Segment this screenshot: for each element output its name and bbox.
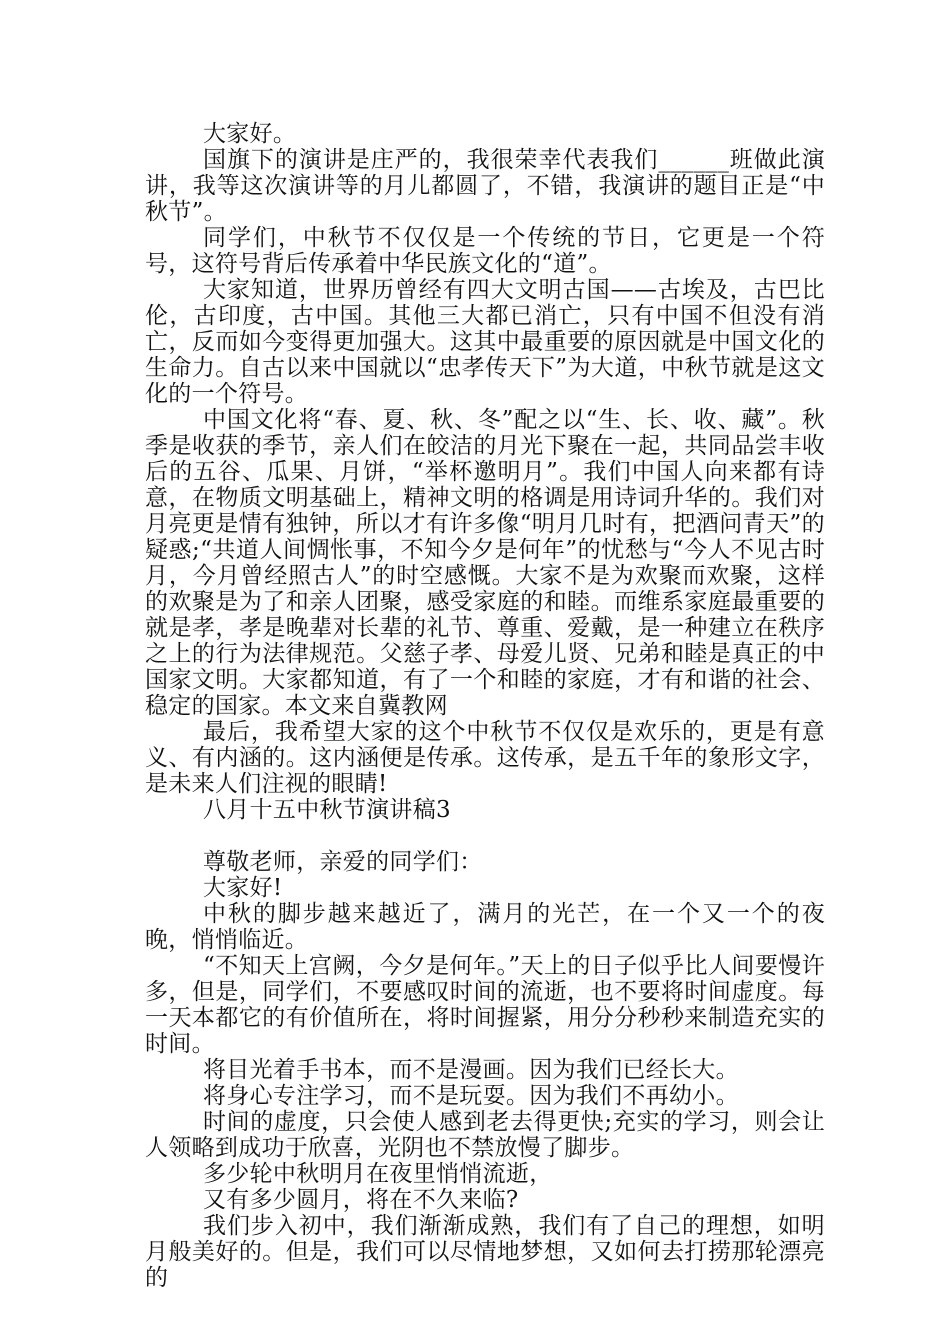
paragraph-closing: 最后，我希望大家的这个中秋节不仅仅是欢乐的，更是有意义、有内涵的。这内涵便是传承。这传承，是五千年的象形文字，是未来人们注视的眼睛! xyxy=(145,719,825,797)
paragraph-time: “不知天上宫阙，今夕是何年。”天上的日子似乎比人间要慢许多，但是，同学们，不要感叹时间的流逝，也不要将时间虚度。每一天本都它的有价值所在，将时间握紧，用分分秒秒来制造充实的时间。 xyxy=(145,953,825,1057)
paragraph-greeting-2: 大家好! xyxy=(203,875,283,901)
paragraph-books: 将目光着手书本，而不是漫画。因为我们已经长大。 xyxy=(203,1057,739,1083)
paragraph-culture: 中国文化将“春、夏、秋、冬”配之以“生、长、收、藏”。秋季是收获的季节，亲人们在皎洁的月光下聚在一起，共同品尝丰收后的五谷、瓜果、月饼，“举杯邀明月”。我们中国人向来都有诗意，在物质文明基础上，精神文明的格调是用诗词升华的。我们对月亮更是情有独钟，所以才有许多像“明月几时有，把酒问青天”的疑惑;“共道人间惆怅事，不知今夕是何年”的忧愁与“今人不见古时月，今月曾经照古人”的时空感慨。大家不是为欢聚而欢聚，这样的欢聚是为了和亲人团聚，感受家庭的和睦。而维系家庭最重要的就是孝，孝是晚辈对长辈的礼节、尊重、爱戴，是一种建立在秩序之上的行为法律规范。父慈子孝、母爱儿贤、兄弟和睦是真正的中国家文明。大家都知道，有了一个和睦的家庭，才有和谐的社会、稳定的国家。本文来自冀教网 xyxy=(145,407,825,719)
paragraph-approach: 中秋的脚步越来越近了，满月的光芒，在一个又一个的夜晚，悄悄临近。 xyxy=(145,901,825,953)
section-title: 八月十五中秋节演讲稿3 xyxy=(203,797,451,823)
paragraph-symbol: 同学们，中秋节不仅仅是一个传统的节日，它更是一个符号，这符号背后传承着中华民族文化的“道”。 xyxy=(145,225,825,277)
paragraph-moon-1: 多少轮中秋明月在夜里悄悄流逝， xyxy=(203,1161,553,1187)
paragraph-intro: 国旗下的演讲是庄严的，我很荣幸代表我们______班做此演讲，我等这次演讲等的月儿都圆了，不错，我演讲的题目正是“中秋节”。 xyxy=(145,147,825,225)
paragraph-study: 将身心专注学习，而不是玩耍。因为我们不再幼小。 xyxy=(203,1083,739,1109)
paragraph-waste: 时间的虚度，只会使人感到老去得更快;充实的学习，则会让人领略到成功于欣喜，光阴也不禁放慢了脚步。 xyxy=(145,1109,825,1161)
paragraph-civilizations: 大家知道，世界历曾经有四大文明古国——古埃及，古巴比伦，古印度，古中国。其他三大都已消亡，只有中国不但没有消亡，反而如今变得更加强大。这其中最重要的原因就是中国文化的生命力。自古以来中国就以“忠孝传天下”为大道，中秋节就是这文化的一个符号。 xyxy=(145,277,825,407)
paragraph-salutation: 尊敬老师，亲爱的同学们： xyxy=(203,849,483,875)
paragraph-moon-2: 又有多少圆月，将在不久来临? xyxy=(203,1187,519,1213)
document-body xyxy=(145,121,825,1291)
paragraph-dream: 我们步入初中，我们渐渐成熟，我们有了自己的理想，如明月般美好的。但是，我们可以尽情地梦想，又如何去打捞那轮漂亮的 xyxy=(145,1213,825,1291)
paragraph-greeting: 大家好。 xyxy=(203,121,297,147)
